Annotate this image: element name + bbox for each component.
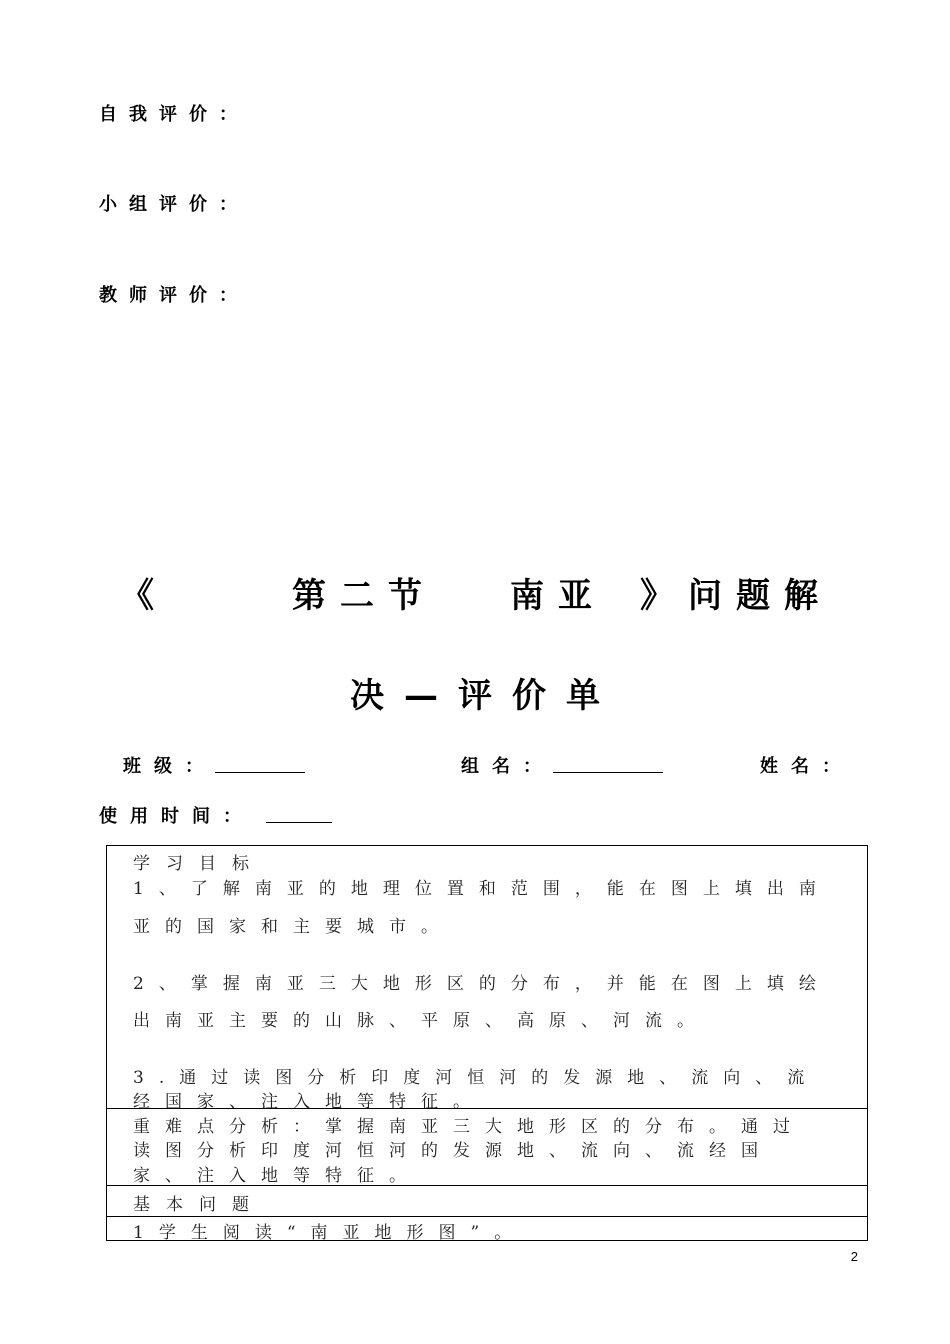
goal-1-line-1: 1、了解南亚的地理位置和范围，能在图上填出南 [133, 879, 831, 899]
group-evaluation-label: 小组评价： [99, 194, 249, 215]
row-divider [107, 1216, 867, 1217]
goal-3-line-1: 3.通过读图分析印度河恒河的发源地、流向、流 [133, 1068, 820, 1088]
class-blank[interactable] [215, 772, 305, 773]
usage-time-blank[interactable] [266, 822, 332, 823]
question-1: 1学生阅读“南亚地形图”。 [133, 1223, 527, 1243]
evaluation-table [106, 845, 868, 1241]
title-region: 南亚 [510, 576, 606, 616]
title-line2: 决—评价单 [350, 676, 620, 716]
goal-1-line-2: 亚的国家和主要城市。 [133, 917, 453, 937]
key-points-line-3: 家、注入地等特征。 [133, 1166, 421, 1186]
key-points-line-2: 读图分析印度河恒河的发源地、流向、流经国 [133, 1141, 773, 1161]
goals-header: 学习目标 [133, 854, 265, 874]
goal-2-line-1: 2、掌握南亚三大地形区的分布，并能在图上填绘 [133, 974, 831, 994]
class-label: 班级： [123, 756, 216, 777]
title-section: 第二节 [292, 576, 436, 616]
goal-2-line-2: 出南亚主要的山脉、平原、高原、河流。 [133, 1011, 709, 1031]
row-divider [107, 1108, 867, 1109]
title-open-bracket: 《 [120, 576, 154, 616]
row-divider [107, 1185, 867, 1186]
page-number: 2 [850, 1249, 858, 1264]
group-name-blank[interactable] [553, 772, 663, 773]
goal-3-line-2: 经国家、注入地等特征。 [133, 1092, 485, 1112]
self-evaluation-label: 自我评价： [99, 104, 249, 125]
usage-time-label: 使用时间： [99, 806, 254, 827]
teacher-evaluation-label: 教师评价： [99, 285, 249, 306]
title-problem: 》问题解 [640, 576, 832, 616]
key-points-line-1: 重难点分析：掌握南亚三大地形区的分布。通过 [133, 1117, 805, 1137]
student-name-label: 姓名： [760, 756, 853, 777]
basic-questions-header: 基本问题 [133, 1195, 265, 1215]
group-name-label: 组名： [461, 756, 554, 777]
